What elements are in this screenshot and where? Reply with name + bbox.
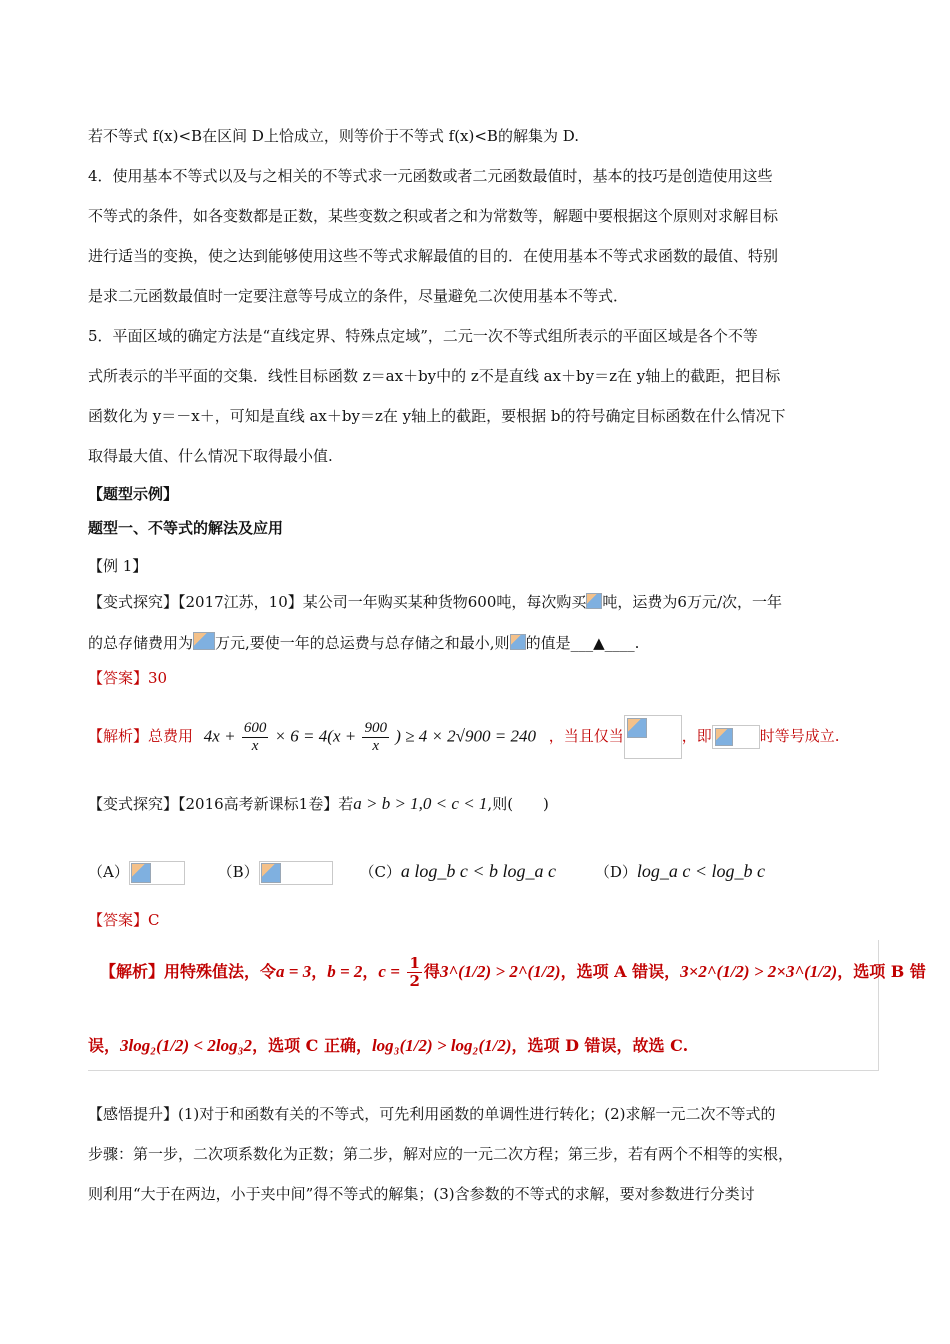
formula-image-icon	[193, 632, 215, 650]
question-type-heading: 题型一、不等式的解法及应用	[88, 519, 284, 537]
formula-image-icon	[261, 863, 281, 883]
text-line: 若不等式 f(x)<B在区间 D上恰成立，则等价于不等式 f(x)<B的解集为 D.	[88, 127, 579, 145]
text-line: 4．使用基本不等式以及与之相关的不等式求一元函数或者二元函数最值时，基本的技巧是创造使用这些	[88, 167, 773, 185]
summary-line: 【感悟提升】(1)对于和函数有关的不等式，可先利用函数的单调性进行转化；(2)求解一元二次不等式的	[88, 1105, 776, 1123]
formula-image-icon	[627, 718, 647, 738]
option-c-formula: a log_b c < b log_a c	[400, 861, 557, 881]
option-d-formula: log_a c < log_b c	[636, 861, 766, 881]
text-line: 进行适当的变换，使之达到能够使用这些不等式求解最值的目的．在使用基本不等式求函数的最值、特别	[88, 247, 779, 265]
problem-1-answer: 【答案】30	[88, 669, 168, 687]
fraction-one-half: $\frac{1}{2}$	[409, 954, 420, 990]
option-b-label: （B）	[217, 863, 259, 881]
problem-2-answer: 【答案】C	[88, 911, 160, 929]
option-c-label: （C）	[359, 863, 401, 881]
formula-image-box	[712, 725, 760, 749]
text-line: 5．平面区域的确定方法是“直线定界、特殊点定域”，二元一次不等式组所表示的平面区域是各个不等	[88, 327, 758, 345]
cost-formula: 4x + $\frac{600}{x}$ × 6 = 4(x + $\frac{900}{x}$ ) ≥ 4 × 2√900 = 240	[203, 719, 536, 754]
problem-2-line-1: 【变式探究】【2016高考新课标1卷】若a > b > 1,0 < c < 1,则( )	[88, 794, 549, 813]
option-a-formula-box	[129, 861, 185, 885]
formula-image-box	[624, 715, 682, 759]
option-d-label: （D）	[594, 863, 637, 881]
formula-image-icon	[510, 634, 526, 650]
text-line: 不等式的条件，如各变数都是正数，某些变数之积或者之和为常数等，解题中要根据这个原则对求解目标	[88, 207, 779, 225]
problem-2-solution-line-1: 【解析】用特殊值法，令a = 3，b = 2，c = $\frac{1}{2}$ 得3^(1/2) > 2^(1/2)，选项 A 错误，3×2^(1/2) > 2×3^(1/2)，选项 B 错	[100, 954, 926, 990]
summary-line: 则利用“大于在两边，小于夹中间”得不等式的解集；(3)含参数的不等式的求解，要对参数进行分类讨	[88, 1185, 755, 1203]
example-label: 【例 1】	[88, 557, 148, 575]
summary-line: 步骤：第一步，二次项系数化为正数；第二步，解对应的一元二次方程；第三步，若有两个不相等的实根，	[88, 1145, 794, 1163]
answer-blank: ___▲____	[570, 634, 635, 652]
text-line: 是求二元函数最值时一定要注意等号成立的条件，尽量避免二次使用基本不等式．	[88, 287, 629, 305]
text-line: 式所表示的半平面的交集．线性目标函数 z＝ax＋by中的 z不是直线 ax＋by＝z在 y轴上的截距，把目标	[88, 367, 781, 385]
problem-1-solution: 【解析】总费用 4x + $\frac{600}{x}$ × 6 = 4(x + $\frac{900}{x}$ ) ≥ 4 × 2√900 = 240 ，当且仅当 ，即 时等号成立.	[88, 706, 840, 766]
problem-1-line-2: 的总存储费用为 万元,要使一年的总运费与总存储之和最小,则 的值是___▲____.	[88, 634, 640, 652]
option-a-label: （A）	[88, 863, 129, 881]
formula-image-icon	[586, 593, 602, 609]
problem-1-line-1: 【变式探究】【2017江苏，10】某公司一年购买某种货物600吨，每次购买 吨，运费为6万元/次，一年	[88, 593, 783, 611]
section-heading: 【题型示例】	[88, 485, 179, 503]
problem-2-options	[88, 858, 765, 885]
option-b-formula-box	[259, 861, 333, 885]
text-line: 取得最大值、什么情况下取得最小值.	[88, 447, 333, 465]
text-line: 函数化为 y＝－x＋，可知是直线 ax＋by＝z在 y轴上的截距，要根据 b的符号确定目标函数在什么情况下	[88, 407, 786, 425]
formula-image-icon	[131, 863, 151, 883]
problem-2-solution-line-2: 误，3log₂(1/2) < 2log₃2，选项 C 正确，log₃(1/2) > log₂(1/2)，选项 D 错误，故选 C.	[88, 1036, 689, 1055]
formula-image-icon	[715, 728, 733, 746]
